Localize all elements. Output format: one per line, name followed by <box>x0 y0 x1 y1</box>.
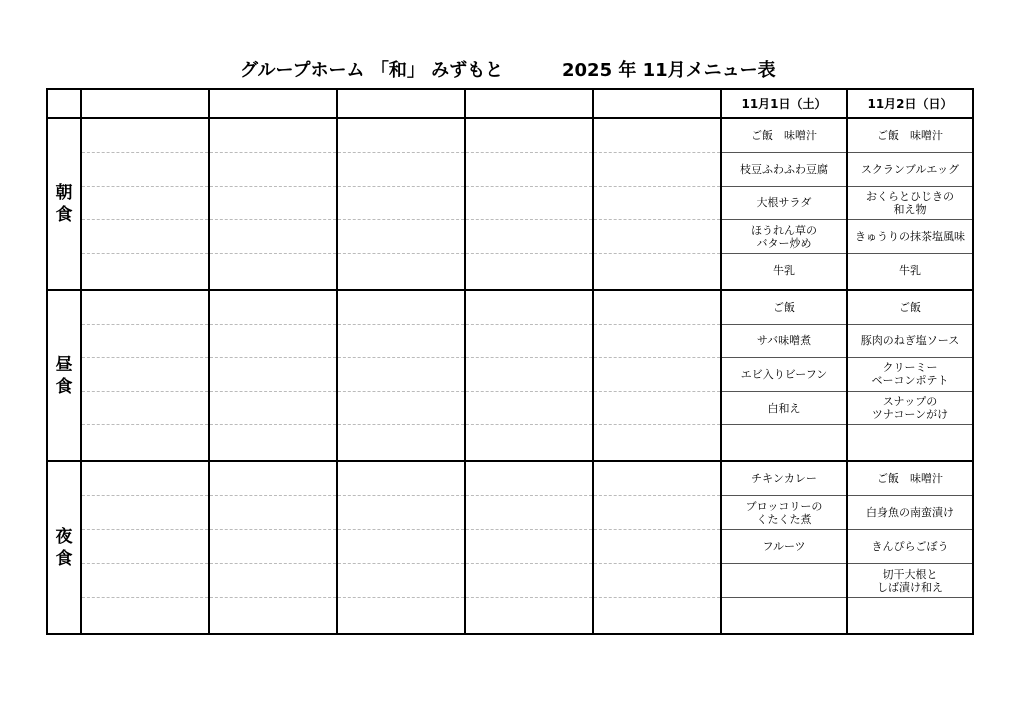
facility-name: グループホーム 「和」 みずもと <box>240 60 504 81</box>
menu-item <box>338 496 464 530</box>
menu-item-text: 豚肉のねぎ塩ソース <box>860 334 960 348</box>
menu-item <box>466 496 592 530</box>
menu-item <box>722 564 846 598</box>
menu-item-text: クリーミー ベーコンポテト <box>871 361 949 388</box>
menu-item-text: チキンカレー <box>751 472 817 485</box>
empty-cell <box>465 461 593 634</box>
menu-item <box>338 598 464 631</box>
menu-item <box>848 392 972 426</box>
empty-cell <box>209 290 337 461</box>
column-header <box>337 89 465 118</box>
menu-item <box>466 220 592 254</box>
menu-item <box>210 358 336 392</box>
menu-item <box>466 254 592 287</box>
menu-item <box>594 358 720 392</box>
menu-item <box>210 530 336 564</box>
cell-slots <box>210 462 336 631</box>
cell-slots <box>210 291 336 458</box>
menu-table <box>46 88 974 635</box>
menu-item <box>594 291 720 325</box>
corner-cell <box>47 89 81 118</box>
menu-item <box>338 254 464 287</box>
cell-slots <box>82 291 208 458</box>
menu-item <box>210 598 336 631</box>
column-header <box>81 89 209 118</box>
menu-item <box>210 425 336 458</box>
cell-slots <box>722 119 846 287</box>
cell-slots <box>466 119 592 287</box>
menu-item <box>594 325 720 359</box>
menu-item <box>722 425 846 458</box>
menu-item <box>82 254 208 287</box>
menu-item <box>848 598 972 631</box>
empty-cell <box>337 290 465 461</box>
menu-item-text: 白和え <box>767 401 801 415</box>
menu-item <box>594 496 720 530</box>
menu-item <box>722 530 846 564</box>
menu-item <box>594 425 720 458</box>
day2-cell <box>847 461 973 634</box>
menu-item <box>594 254 720 287</box>
menu-item <box>82 358 208 392</box>
cell-slots <box>594 119 720 287</box>
menu-item-text: ご飯 味噌汁 <box>877 128 943 142</box>
menu-item <box>594 462 720 496</box>
menu-item <box>82 462 208 496</box>
menu-item <box>594 530 720 564</box>
cell-slots <box>466 291 592 458</box>
cell-slots <box>848 291 972 458</box>
menu-item <box>466 598 592 631</box>
menu-item-text: ご飯 <box>773 300 795 314</box>
menu-item <box>466 187 592 221</box>
menu-item <box>82 325 208 359</box>
header-row <box>47 89 973 118</box>
menu-item <box>848 153 972 187</box>
menu-item <box>210 254 336 287</box>
day2-cell <box>847 118 973 290</box>
menu-item <box>82 220 208 254</box>
column-header-day2: 11月2日（日） <box>847 89 973 118</box>
menu-item <box>210 462 336 496</box>
menu-item <box>210 392 336 426</box>
cell-slots <box>210 119 336 287</box>
menu-item <box>338 220 464 254</box>
menu-item <box>82 392 208 426</box>
cell-slots <box>338 291 464 458</box>
menu-item <box>82 187 208 221</box>
menu-item-text: 白身魚の南蛮漬け <box>866 506 954 519</box>
dinner-row <box>47 461 973 634</box>
menu-item <box>338 530 464 564</box>
menu-item <box>466 325 592 359</box>
column-header <box>209 89 337 118</box>
menu-item <box>722 220 846 254</box>
menu-item-text: スナップの ツナコーンがけ <box>871 395 949 422</box>
empty-cell <box>81 118 209 290</box>
menu-item-text: スクランブルエッグ <box>860 162 960 176</box>
menu-item <box>338 425 464 458</box>
menu-item <box>722 598 846 631</box>
menu-period: 2025 年 11月メニュー表 <box>562 60 776 81</box>
menu-item <box>338 119 464 153</box>
menu-item <box>848 220 972 254</box>
menu-item <box>210 325 336 359</box>
menu-item <box>466 564 592 598</box>
day2-cell <box>847 290 973 461</box>
meal-label-lunch: 昼 食 <box>47 290 81 461</box>
menu-item <box>848 462 972 496</box>
menu-item <box>82 564 208 598</box>
menu-item <box>466 462 592 496</box>
menu-item-text: ご飯 味噌汁 <box>751 128 817 142</box>
menu-item-text: 枝豆ふわふわ豆腐 <box>740 162 828 176</box>
cell-slots <box>594 462 720 631</box>
column-header-day1: 11月1日（土） <box>721 89 847 118</box>
menu-item <box>594 564 720 598</box>
cell-slots <box>82 462 208 631</box>
menu-item <box>722 119 846 153</box>
cell-slots <box>338 462 464 631</box>
menu-item <box>82 496 208 530</box>
menu-item-text: フルーツ <box>762 540 806 553</box>
empty-cell <box>337 461 465 634</box>
menu-item <box>82 530 208 564</box>
day1-cell <box>721 118 847 290</box>
menu-item <box>82 598 208 631</box>
cell-slots <box>338 119 464 287</box>
menu-item <box>210 220 336 254</box>
day1-cell <box>721 290 847 461</box>
menu-item <box>594 392 720 426</box>
menu-item-text: きゅうりの抹茶塩風味 <box>855 230 965 244</box>
lunch-row <box>47 290 973 461</box>
menu-item-text: 大根サラダ <box>756 196 812 210</box>
cell-slots <box>848 462 972 631</box>
menu-item <box>848 291 972 325</box>
menu-item <box>466 530 592 564</box>
menu-item <box>210 291 336 325</box>
menu-item <box>338 187 464 221</box>
menu-item <box>466 425 592 458</box>
menu-item <box>338 358 464 392</box>
menu-item-text: 牛乳 <box>899 264 921 278</box>
menu-item <box>848 358 972 392</box>
menu-item <box>338 392 464 426</box>
menu-item <box>338 325 464 359</box>
cell-slots <box>82 119 208 287</box>
cell-slots <box>722 462 846 631</box>
page-title <box>0 56 1024 84</box>
empty-cell <box>337 118 465 290</box>
menu-item <box>466 392 592 426</box>
menu-item <box>722 325 846 359</box>
menu-item <box>338 564 464 598</box>
menu-item-text: 切干大根と しば漬け和え <box>877 567 943 594</box>
menu-item <box>210 153 336 187</box>
menu-item <box>338 153 464 187</box>
menu-item <box>848 325 972 359</box>
menu-item <box>594 119 720 153</box>
menu-item <box>594 598 720 631</box>
menu-item <box>848 425 972 458</box>
empty-cell <box>593 118 721 290</box>
menu-item-text: エビ入りビーフン <box>740 367 828 381</box>
menu-item <box>210 496 336 530</box>
menu-item <box>210 119 336 153</box>
menu-item-text: ご飯 <box>899 300 921 314</box>
menu-item <box>722 462 846 496</box>
menu-item <box>82 119 208 153</box>
cell-slots <box>848 119 972 287</box>
menu-item <box>848 496 972 530</box>
column-header <box>593 89 721 118</box>
empty-cell <box>81 461 209 634</box>
menu-item <box>722 187 846 221</box>
menu-item <box>848 187 972 221</box>
menu-item-text: ブロッコリーの くたくた煮 <box>745 499 823 526</box>
menu-item <box>848 254 972 287</box>
menu-item <box>848 530 972 564</box>
menu-item <box>594 220 720 254</box>
menu-item <box>466 358 592 392</box>
menu-item-text: サバ味噌煮 <box>756 334 812 348</box>
menu-item <box>338 462 464 496</box>
menu-item <box>722 358 846 392</box>
menu-item-text: 牛乳 <box>773 264 795 278</box>
empty-cell <box>593 461 721 634</box>
empty-cell <box>209 118 337 290</box>
menu-item <box>848 119 972 153</box>
menu-item-text: おくらとひじきの 和え物 <box>866 189 954 216</box>
menu-item <box>722 291 846 325</box>
empty-cell <box>593 290 721 461</box>
empty-cell <box>209 461 337 634</box>
menu-item <box>82 153 208 187</box>
menu-item <box>848 564 972 598</box>
column-header <box>465 89 593 118</box>
menu-item <box>594 187 720 221</box>
cell-slots <box>594 291 720 458</box>
menu-item-text: ほうれん草の バター炒め <box>751 223 817 250</box>
cell-slots <box>466 462 592 631</box>
menu-item <box>722 153 846 187</box>
breakfast-row <box>47 118 973 290</box>
menu-item <box>82 291 208 325</box>
empty-cell <box>465 118 593 290</box>
day1-cell <box>721 461 847 634</box>
meal-label-dinner: 夜 食 <box>47 461 81 634</box>
menu-item <box>722 254 846 287</box>
menu-item <box>466 119 592 153</box>
menu-item <box>722 496 846 530</box>
meal-label-breakfast: 朝 食 <box>47 118 81 290</box>
menu-item-text: ご飯 味噌汁 <box>877 472 943 485</box>
empty-cell <box>465 290 593 461</box>
menu-item <box>466 291 592 325</box>
menu-item <box>594 153 720 187</box>
cell-slots <box>722 291 846 458</box>
menu-item <box>338 291 464 325</box>
menu-item <box>466 153 592 187</box>
empty-cell <box>81 290 209 461</box>
menu-item <box>82 425 208 458</box>
menu-item-text: きんぴらごぼう <box>871 540 949 553</box>
menu-item <box>722 392 846 426</box>
menu-item <box>210 187 336 221</box>
menu-item <box>210 564 336 598</box>
